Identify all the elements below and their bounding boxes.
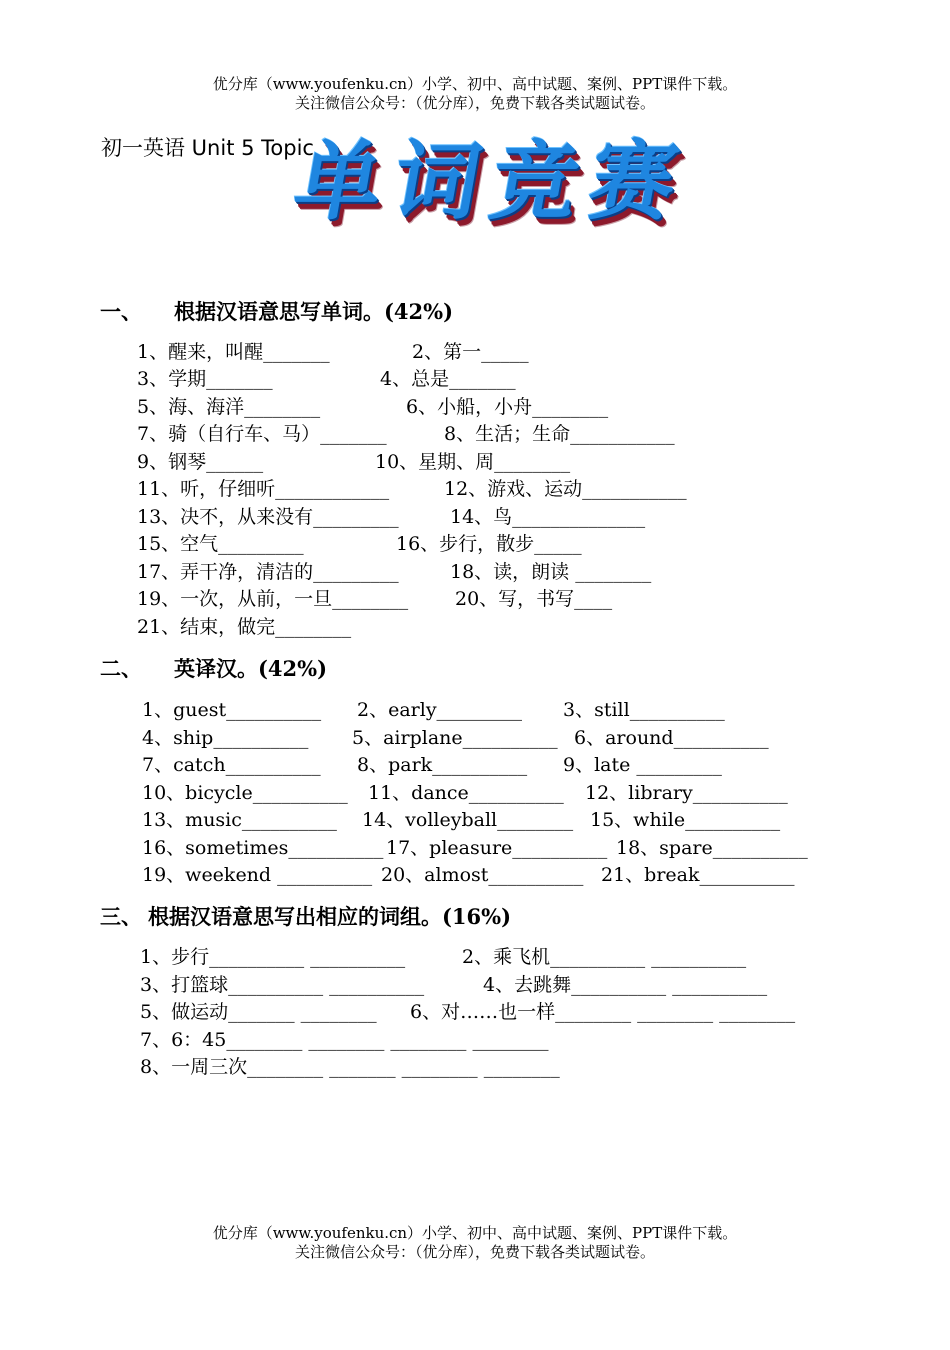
question-item: 1、醒来，叫醒_______ (137, 341, 330, 363)
question-item: 8、park__________ (357, 754, 528, 776)
section-1-heading (100, 298, 453, 326)
section-title: 根据汉语意思写单词。(42%) (174, 299, 454, 324)
question-item: 14、volleyball________ (362, 809, 574, 831)
question-item: 5、海、海洋________ (137, 396, 321, 418)
question-item: 1、步行__________ __________ (140, 946, 406, 968)
wordart-char: 竞 (483, 132, 587, 232)
footer-line-2: 关注微信公众号：（优分库），免费下载各类试题试卷。 (294, 1243, 655, 1261)
wordart-char: 词 (385, 132, 489, 232)
question-item: 9、late _________ (563, 754, 722, 776)
question-item: 4、总是_______ (380, 368, 516, 390)
footer-line-1: 优分库（www.youfenku.cn）小学、初中、高中试题、案例、PPT课件下载。 (212, 1224, 738, 1242)
wordart-char: 赛 (581, 132, 685, 232)
question-item: 10、bicycle__________ (142, 782, 348, 804)
section-3-heading (100, 903, 511, 931)
question-item: 2、第一_____ (412, 341, 529, 363)
question-item: 3、打篮球__________ __________ (140, 974, 425, 996)
wordart-title (287, 117, 685, 247)
header-line-1: 优分库（www.youfenku.cn）小学、初中、高中试题、案例、PPT课件下载。 (212, 75, 738, 93)
question-item: 20、almost__________ (381, 864, 584, 886)
question-item: 20、写，书写____ (455, 588, 613, 610)
question-item: 5、做运动_______ ________ (140, 1001, 377, 1023)
question-item: 19、一次，从前，一旦________ (137, 588, 409, 610)
question-item: 19、weekend __________ (142, 864, 373, 886)
question-item: 5、airplane__________ (352, 727, 558, 749)
question-item: 2、乘飞机__________ __________ (462, 946, 747, 968)
question-item: 7、catch__________ (142, 754, 321, 776)
question-item: 18、spare__________ (616, 837, 808, 859)
question-item: 6、小船，小舟________ (406, 396, 609, 418)
question-item: 3、still__________ (563, 699, 725, 721)
question-item: 18、读，朗读 ________ (450, 561, 652, 583)
question-item: 10、星期、周________ (375, 451, 571, 473)
question-item: 6、around__________ (574, 727, 769, 749)
question-item: 1、guest__________ (142, 699, 322, 721)
wordart-char: 单 (287, 132, 391, 232)
document-title: 初一英语 Unit 5 Topic (101, 136, 314, 160)
section-2-heading (100, 655, 327, 683)
header-line-2: 关注微信公众号：（优分库），免费下载各类试题试卷。 (294, 94, 655, 112)
question-item: 9、钢琴______ (137, 451, 264, 473)
question-item: 15、空气_________ (137, 533, 304, 555)
question-item: 13、music__________ (142, 809, 337, 831)
question-item: 16、步行，散步_____ (396, 533, 582, 555)
question-item: 3、学期_______ (137, 368, 273, 390)
question-item: 8、生活；生命___________ (444, 423, 675, 445)
question-item: 7、6：45________ ________ ________ ________ (140, 1029, 549, 1051)
question-item: 14、鸟______________ (450, 506, 646, 528)
question-item: 4、去跳舞__________ __________ (483, 974, 768, 996)
question-item: 11、听，仔细听____________ (137, 478, 390, 500)
question-item: 4、ship__________ (142, 727, 309, 749)
question-item: 6、对……也一样________ ________ ________ (410, 1001, 796, 1023)
page-footer (0, 1224, 950, 1262)
question-item: 7、骑（自行车、马）_______ (137, 423, 387, 445)
question-item: 11、dance__________ (368, 782, 564, 804)
question-item: 21、结束，做完________ (137, 616, 352, 638)
section-title: 根据汉语意思写出相应的词组。(16%) (148, 904, 512, 929)
question-item: 2、early_________ (357, 699, 523, 721)
question-item: 17、pleasure__________ (386, 837, 608, 859)
question-item: 15、while__________ (590, 809, 781, 831)
question-item: 21、break__________ (601, 864, 795, 886)
question-item: 16、sometimes__________ (142, 837, 384, 859)
section-number: 一、 (100, 299, 142, 324)
section-title: 英译汉。(42%) (174, 656, 328, 681)
question-item: 8、一周三次________ _______ ________ ________ (140, 1056, 560, 1078)
section-number: 二、 (100, 656, 142, 681)
question-item: 12、游戏、运动___________ (444, 478, 687, 500)
section-number: 三、 (100, 904, 142, 929)
question-item: 13、决不，从来没有_________ (137, 506, 399, 528)
page-header (0, 75, 950, 113)
question-item: 12、library__________ (585, 782, 788, 804)
question-item: 17、弄干净，清洁的_________ (137, 561, 399, 583)
